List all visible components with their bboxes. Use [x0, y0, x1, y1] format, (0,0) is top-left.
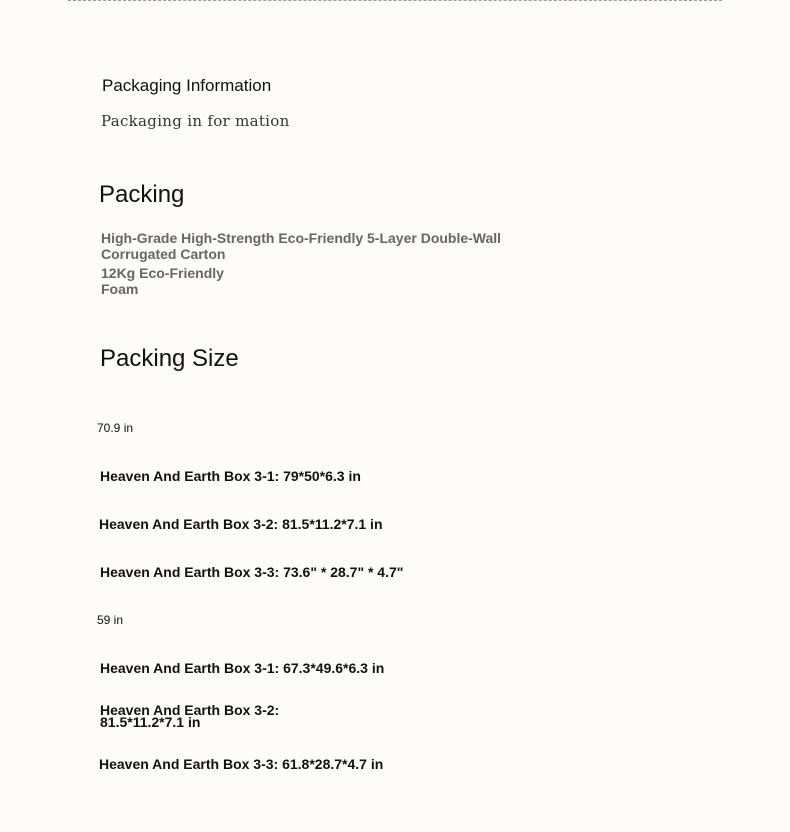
box-size-line: Heaven And Earth Box 3-1: 67.3*49.6*6.3 in: [100, 660, 385, 676]
size-group-label-70-9: 70.9 in: [97, 421, 134, 435]
box-size-line: Heaven And Earth Box 3-3: 61.8*28.7*4.7 in: [99, 756, 384, 772]
box-size-line: Heaven And Earth Box 3-1: 79*50*6.3 in: [100, 468, 361, 484]
box-size-line: Heaven And Earth Box 3-2: 81.5*11.2*7.1 in: [99, 516, 383, 532]
section-title: Packaging Information: [102, 76, 272, 95]
packing-size-heading: Packing Size: [100, 345, 239, 372]
box-size-line: Heaven And Earth Box 3-2: 81.5*11.2*7.1 in: [100, 702, 280, 730]
packing-heading: Packing: [99, 181, 185, 208]
script-subtitle: Packaging in for mation: [101, 112, 290, 130]
size-group-label-59: 59 in: [97, 613, 124, 627]
packing-detail-foam: 12Kg Eco-Friendly Foam: [101, 265, 224, 297]
packing-detail-carton: High-Grade High-Strength Eco-Friendly 5-Layer Double-Wall Corrugated Carton: [101, 230, 502, 262]
box-size-line: Heaven And Earth Box 3-3: 73.6" * 28.7" * 4.7": [100, 564, 404, 580]
top-dashed-divider: [68, 0, 722, 1]
